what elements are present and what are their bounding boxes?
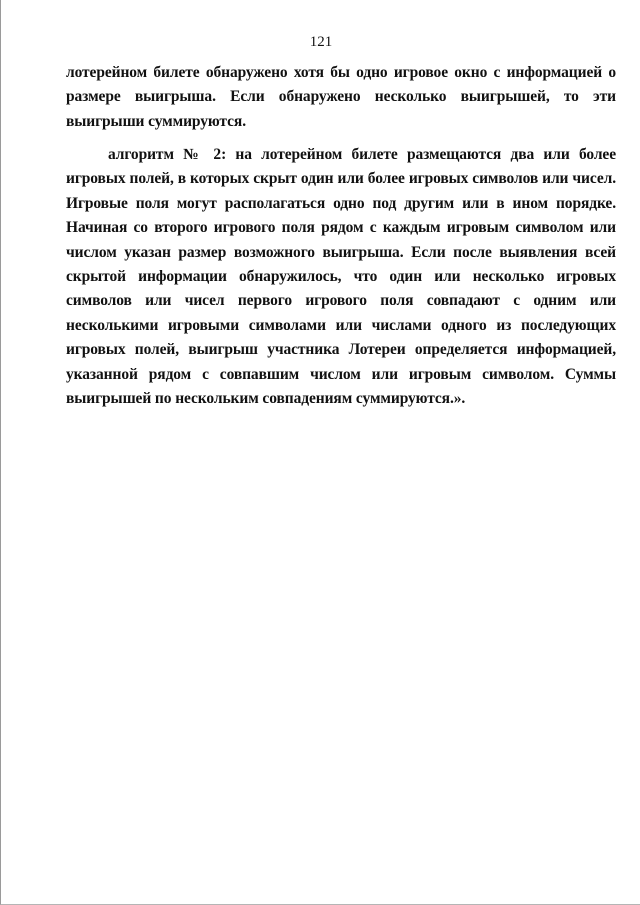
- page-number: 121: [309, 34, 333, 50]
- paragraph-continuation: лотерейном билете обнаружено хотя бы одно игровое окно с информацией о размере выигрыша. Если обнаружено несколько выигрышей, то эти выигрыши суммируются.: [66, 64, 616, 130]
- paragraph-algorithm-2: алгоритм № 2: на лотерейном билете размещаются два или более игровых полей, в которых скрыт один или более игровых символов или чисел. Игровые поля могут располагаться одно под другим или в ином порядке. Начиная со второго игрового поля рядом с каждым игровым символом или числом указан размер возможного выигрыша. Если после выявления всей скрытой информации обнаружилось, что один или несколько игровых символов или чисел первого игрового поля совпадают с одним или несколькими игровыми символами или числами одного из последующих игровых полей, выигрыш участника Лотереи определяется информацией, указанной рядом с совпавшим числом или игровым символом. Суммы выигрышей по нескольким совпадениям суммируются.».: [66, 146, 616, 408]
